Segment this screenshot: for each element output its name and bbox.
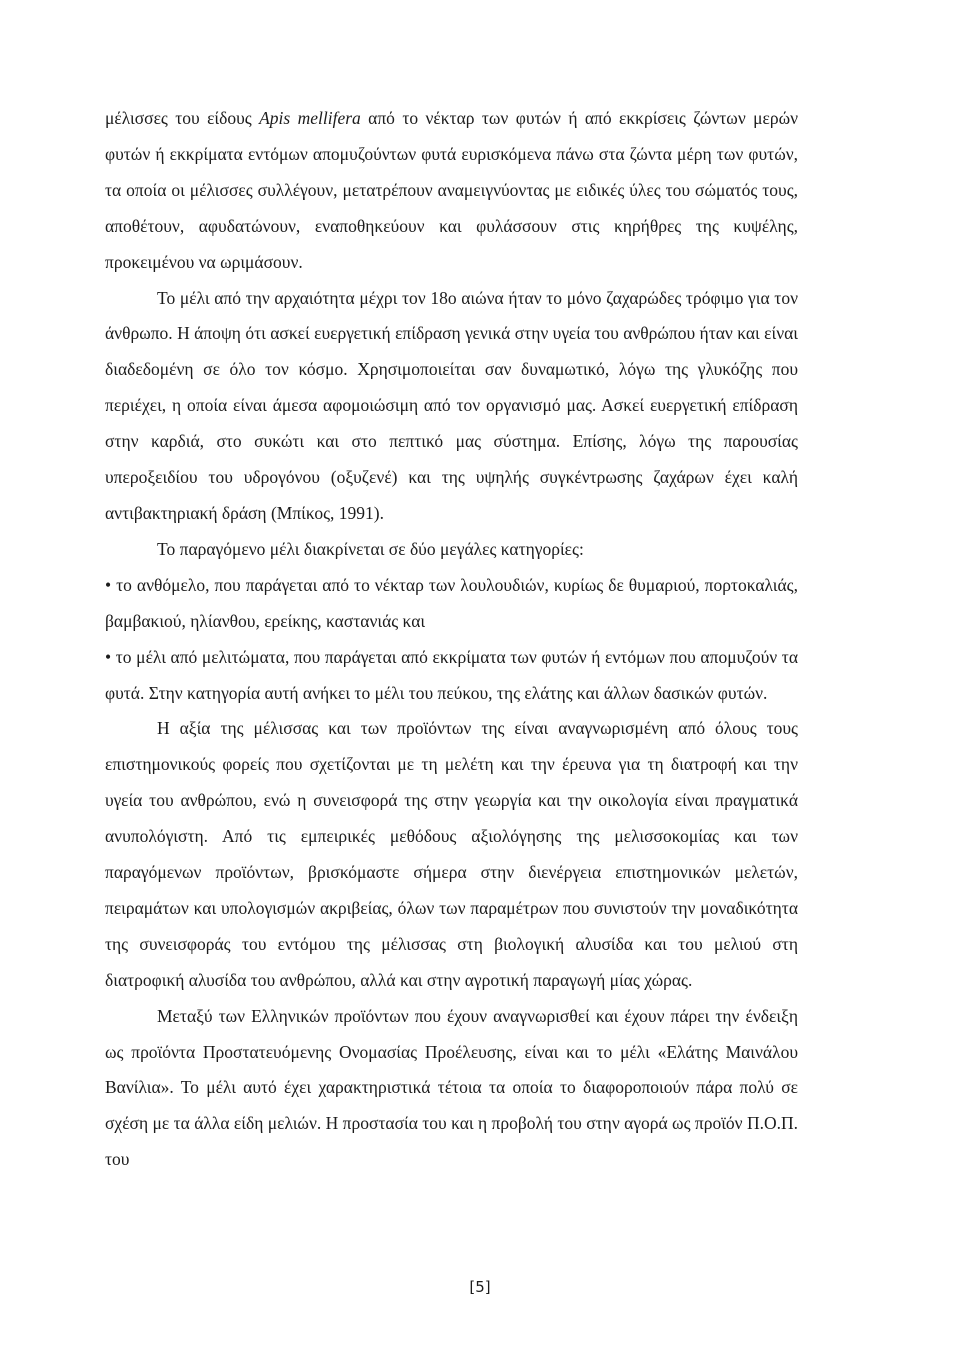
- paragraph-5: Μεταξύ των Ελληνικών προϊόντων που έχουν αναγνωρισθεί και έχουν πάρει την ένδειξη ως προϊόντα Προστατευόμενης Ονομασίας Προέλευσης, είναι και το μέλι «Ελάτης Μαινάλου Βανίλια». Το μέλι αυτό έχει χαρακτηριστικά τέτοια τα οποία το διαφοροποιούν πάρα πολύ σε σχέση με τα άλλα είδη μελιών. Η προστασία του και η προβολή του στην αγορά ως προϊόν Π.Ο.Π. του: [105, 1005, 798, 1170]
- paragraph-2: Το μέλι από την αρχαιότητα μέχρι τον 18ο αιώνα ήταν το μόνο ζαχαρώδες τρόφιμο για τον άνθρωπο. Η άποψη ότι ασκεί ευεργετική επίδραση γενικά στην υγεία του ανθρώπου ήταν και είναι διαδεδομένη σε όλο τον κόσμο. Χρησιμοποιείται σαν δυναμωτικό, λόγω της γλυκόζης που περιέχει, η οποία είναι άμεσα αφομοιώσιμη από τον οργανισμό μας. Ασκεί ευεργετική επίδραση στην καρδιά, στο συκώτι και στο πεπτικό μας σύστημα. Επίσης, λόγω της παρουσίας υπεροξειδίου του υδρογόνου (οξυζενέ) και της υψηλής συγκέντρωσης ζαχάρων έχει καλή αντιβακτηριακή δράση (Μπίκος, 1991).: [105, 287, 798, 523]
- paragraph-1-part-2: από το νέκταρ των φυτών ή από εκκρίσεις ζώντων μερών φυτών ή εκκρίματα εντόμων απομυζούντων φυτά ευρισκόμενα πάνω στα ζώντα μέρη των φυτών, τα οποία οι μέλισσες συλλέγουν, μετατρέπουν αναμειγνύοντας με ειδικές ύλες του σώματός τους, αποθέτουν, αφυδατώνουν, εναποθηκεύουν και φυλάσσουν στις κηρήθρες της κυψέλης, προκειμένου να ωριμάσουν.: [105, 108, 799, 272]
- page-number: [5]: [469, 1278, 491, 1296]
- bullet-item-2: • το μέλι από μελιτώματα, που παράγεται από εκκρίματα των φυτών ή εντόμων που απομυζούν τα φυτά. Στην κατηγορία αυτή ανήκει το μέλι του πεύκου, της ελάτης και άλλων δασικών φυτών.: [105, 646, 798, 703]
- paragraph-1: [105, 101, 798, 281]
- paragraph-4: Η αξία της μέλισσας και των προϊόντων της είναι αναγνωρισμένη από όλους τους επιστημονικούς φορείς που σχετίζονται με τη μελέτη και την έρευνα για τη διατροφή και την υγεία του ανθρώπου, ενώ η συνεισφορά της στην γεωργία και την οικολογία είναι πραγματικά ανυπολόγιστη. Από τις εμπειρικές μεθόδους αξιολόγησης της μελισσοκομίας και των παραγόμενων προϊόντων, βρισκόμαστε σήμερα στην διενέργεια επιστημονικών μελετών, πειραμάτων και υπολογισμών ακριβείας, όλων των παραμέτρων που συνιστούν την μοναδικότητα της συνεισφοράς του εντόμου της μέλισσας στη βιολογική αλυσίδα και του μελιού στη διατροφική αλυσίδα του ανθρώπου, αλλά και στην αγροτική παραγωγή μίας χώρας.: [105, 718, 798, 990]
- paragraph-1-part-1: μέλισσες του είδους: [105, 108, 260, 128]
- bullet-item-1: • το ανθόμελο, που παράγεται από το νέκταρ των λουλουδιών, κυρίως δε θυμαριού, πορτοκαλιάς, βαμβακιού, ηλίανθου, ερείκης, καστανιάς και: [105, 574, 798, 631]
- species-name: Apis mellifera: [259, 108, 361, 128]
- paragraph-3: Το παραγόμενο μέλι διακρίνεται σε δύο μεγάλες κατηγορίες:: [157, 538, 584, 559]
- body-text: [105, 101, 798, 1178]
